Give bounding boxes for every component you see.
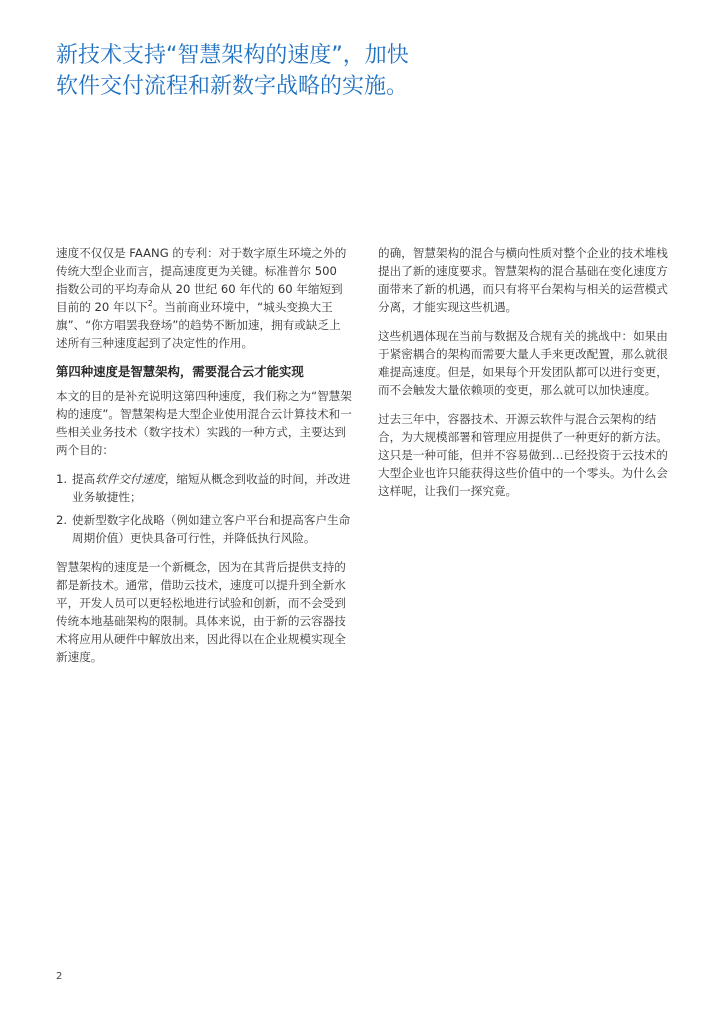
list-item-emphasis: 软件交付速度 [95,472,165,486]
footnote-marker: 2 [147,299,153,309]
section-heading: 第四种速度是智慧架构，需要混合云才能实现 [56,364,304,379]
page-number: 2 [56,971,63,982]
list-item-prefix: 提高 [72,472,96,486]
left-paragraph-1 [56,244,352,352]
list-item-prefix: 使新型数字化战略（例如建立客户平台和提高客户生命周期价值）更快具备可行性，并降低执行风险。 [72,513,351,545]
headline-line-2: 软件交付流程和新数字战略的实施。 [56,74,409,99]
right-column [378,244,674,511]
left-paragraph-1-text: 速度不仅仅是 FAANG 的专利：对于数字原生环境之外的传统大型企业而言，提高速度更为关键。标准普尔 500 指数公司的平均寿命从 20 世纪 60 年代的 60 年缩短到目前的 20 年以下 [56,246,347,314]
list-item-text [66,511,352,547]
list-item [56,511,352,547]
right-paragraph-1: 的确，智慧架构的混合与横向性质对整个企业的技术堆栈提出了新的速度要求。智慧架构的混合基础在变化速度方面带来了新的机遇，而只有将平台架构与相关的运营模式分离，才能实现这些机遇。 [378,246,668,314]
list-item-text [66,470,352,506]
right-paragraph-3: 过去三年中，容器技术、开源云软件与混合云架构的结合，为大规模部署和管理应用提供了一种更好的新方法。这只是一种可能，但并不容易做到…已经投资于云技术的大型企业也许只能获得这些价值中的一个零头。为什么会这样呢，让我们一探究竟。 [378,412,668,498]
page-headline [56,40,476,102]
list-item [56,470,352,506]
headline-line-1: 新技术支持“智慧架构的速度”，加快 [56,43,409,68]
left-paragraph-3: 智慧架构的速度是一个新概念，因为在其背后提供支持的都是新技术。通常，借助云技术，速度可以提升到全新水平，开发人员可以更轻松地进行试验和创新，而不会受到传统本地基础架构的限制。具体来说，由于新的云容器技术将应用从硬件中解放出来，因此得以在企业规模实现全新速度。 [56,560,346,664]
left-column [56,244,352,677]
list-item-suffix: ，缩短从概念到收益的时间，并改进业务敏捷性； [72,472,351,504]
left-paragraph-1-tail: 。当前商业环境中，“城头变换大王旗”、“你方唱罢我登场”的趋势不断加速，拥有或缺乏上述所有三种速度起到了决定性的作用。 [56,300,341,350]
right-paragraph-2: 这些机遇体现在当前与数据及合规有关的挑战中：如果由于紧密耦合的架构而需要大量人手来更改配置，那么就很难提高速度。但是，如果每个开发团队都可以进行变更，而不会触发大量依赖项的变更，那么就可以加快速度。 [378,329,668,397]
goals-list [56,470,352,547]
list-item-number: 2. [56,513,68,527]
list-item-number: 1. [56,472,68,486]
left-paragraph-2: 本文的目的是补充说明这第四种速度，我们称之为“智慧架构的速度”。智慧架构是大型企业使用混合云计算技术和一些相关业务技术（数字技术）实践的一种方式，主要达到两个目的： [56,389,352,457]
